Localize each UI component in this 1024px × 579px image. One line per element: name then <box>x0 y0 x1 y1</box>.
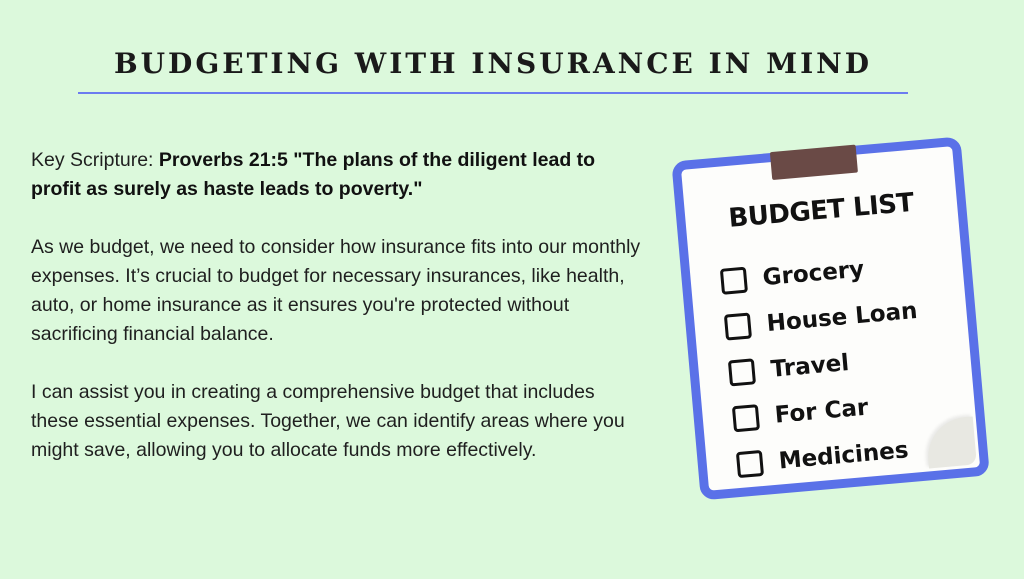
clipboard <box>671 136 990 500</box>
budget-items <box>719 238 978 488</box>
budget-item-label: Travel <box>769 350 851 383</box>
budget-item-label: For Car <box>773 394 870 429</box>
checkbox-icon[interactable] <box>732 404 760 432</box>
checkbox-icon[interactable] <box>720 267 748 295</box>
scripture-quote: Proverbs 21:5 "The plans of the diligent lead to profit as surely as haste leads to poverty." <box>31 149 596 200</box>
budget-item-label: Medicines <box>777 437 910 475</box>
checkbox-icon[interactable] <box>724 312 752 340</box>
body-text <box>31 146 641 494</box>
title-underline <box>78 92 908 94</box>
scripture-paragraph <box>31 146 641 204</box>
checkbox-icon[interactable] <box>728 358 756 386</box>
insurance-paragraph: As we budget, we need to consider how insurance fits into our monthly expenses. It’s crucial to budget for necessary insurances, like health, auto, or home insurance as it ensures you're protected without sacrificing financial balance. <box>31 236 641 345</box>
budget-item-label: Grocery <box>761 256 866 292</box>
budget-item-label: House Loan <box>765 297 919 337</box>
clipboard-clip-icon <box>770 145 858 180</box>
assist-paragraph: I can assist you in creating a comprehensive budget that includes these essential expenses. Together, we can identify areas where you might save, allowing you to allocate funds more effectively. <box>31 381 625 461</box>
page-title: BUDGETING WITH INSURANCE IN MIND <box>113 47 873 80</box>
scripture-prefix: Key Scripture: <box>31 149 159 171</box>
budget-list-card <box>671 136 1000 511</box>
budget-list-title: BUDGET LIST <box>727 187 915 234</box>
checkbox-icon[interactable] <box>736 450 764 478</box>
